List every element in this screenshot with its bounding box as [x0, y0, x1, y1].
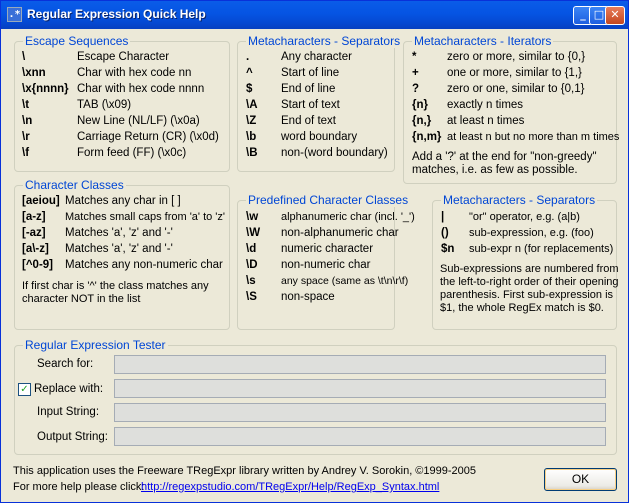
predef-code: \s: [246, 275, 256, 287]
class-code: [a\-z]: [22, 243, 49, 255]
close-button[interactable]: ✕: [605, 6, 625, 25]
class-code: [-az]: [22, 227, 46, 239]
meta-desc: word boundary: [281, 131, 358, 143]
metachar-separators2-title: Metacharacters - Separators: [443, 193, 596, 207]
iterator-code: {n}: [412, 99, 428, 111]
class-desc: Matches any non-numeric char: [65, 259, 223, 271]
output-string-field[interactable]: [114, 427, 606, 446]
escape-code: \: [22, 51, 26, 63]
meta-code: $: [246, 83, 253, 95]
title-bar[interactable]: [1, 1, 628, 29]
meta-code: \b: [246, 131, 257, 143]
class-desc: Matches 'a', 'z' and '-': [65, 227, 173, 239]
credit-text: This application uses the Freeware TRegExpr library written by Andrey V. Sorokin, ©1999-2005: [13, 465, 477, 477]
sep2-desc: sub-expr n (for replacements): [469, 243, 614, 255]
escape-desc: Carriage Return (CR) (\x0d): [77, 131, 219, 143]
iterator-desc: zero or one, similar to {0,1}: [447, 83, 585, 95]
escape-desc: New Line (NL/LF) (\x0a): [77, 115, 200, 127]
predef-code: \S: [246, 291, 257, 303]
iterator-code: {n,m}: [412, 131, 442, 143]
meta-code: \B: [246, 147, 258, 159]
escape-desc: Escape Character: [77, 51, 170, 63]
class-desc: Matches any char in [ ]: [65, 195, 181, 207]
iterator-code: *: [412, 51, 417, 63]
predefined-classes-title: Predefined Character Classes: [248, 193, 409, 207]
iterator-desc: zero or more, similar to {0,}: [447, 51, 586, 63]
escape-desc: Form feed (FF) (\x0c): [77, 147, 187, 159]
class-desc: Matches 'a', 'z' and '-': [65, 243, 173, 255]
meta-code: \A: [246, 99, 258, 111]
meta-code: .: [246, 51, 250, 63]
predef-desc: non-alphanumeric char: [281, 227, 399, 239]
iterator-desc: exactly n times: [447, 99, 524, 111]
replace-input[interactable]: [114, 379, 606, 398]
meta-desc: Start of text: [281, 99, 340, 111]
classes-note-line1: If first char is '^' the class matches any: [22, 280, 209, 292]
metachar-separators-group: [237, 34, 401, 172]
sep2-note-line1: Sub-expressions are numbered from: [440, 263, 619, 275]
iterator-code: {n,}: [412, 115, 432, 127]
output-string-label: Output String:: [37, 431, 108, 443]
iterator-note-line1: Add a '?' at the end for "non-greedy": [412, 151, 597, 163]
class-desc: Matches small caps from 'a' to 'z': [65, 211, 226, 223]
escape-desc: TAB (\x09): [77, 99, 132, 111]
escape-sequences-title: Escape Sequences: [25, 34, 129, 48]
character-classes-title: Character Classes: [25, 178, 124, 192]
input-string-label: Input String:: [37, 406, 100, 418]
sep2-note-line4: $1, the whole RegEx match is $0.: [440, 302, 604, 314]
predef-desc: numeric character: [281, 243, 374, 255]
meta-desc: End of text: [281, 115, 336, 127]
character-classes-group: [14, 178, 230, 330]
iterator-note-line2: matches, i.e. as few as possible.: [412, 164, 578, 176]
iterator-desc: at least n but no more than m times: [447, 131, 620, 143]
escape-desc: Char with hex code nnnn: [77, 83, 205, 95]
meta-desc: Start of line: [281, 67, 340, 79]
search-input[interactable]: [114, 355, 606, 374]
predef-desc: alphanumeric char (incl. '_'): [281, 211, 415, 223]
meta-code: \Z: [246, 115, 257, 127]
regex-tester-title: Regular Expression Tester: [25, 338, 166, 352]
sep2-desc: sub-expression, e.g. (foo): [469, 227, 594, 239]
input-string-field[interactable]: [114, 403, 606, 422]
window-title: Regular Expression Quick Help: [27, 7, 206, 21]
predef-code: \w: [246, 211, 259, 223]
escape-code: \t: [22, 99, 30, 111]
predef-code: \W: [246, 227, 261, 239]
escape-code: \r: [22, 131, 30, 143]
escape-code: \n: [22, 115, 33, 127]
class-code: [aeiou]: [22, 195, 60, 207]
escape-code: \f: [22, 147, 30, 159]
sep2-note-line2: the left-to-right order of their opening: [440, 276, 619, 288]
predef-desc: any space (same as \t\n\r\f): [281, 275, 409, 287]
predef-desc: non-numeric char: [281, 259, 371, 271]
sep2-code: $n: [441, 243, 455, 255]
minimize-button[interactable]: _: [573, 6, 593, 25]
maximize-button[interactable]: □: [589, 6, 609, 25]
meta-code: ^: [246, 67, 253, 79]
iterator-code: +: [412, 67, 419, 79]
ok-button[interactable]: OK: [544, 468, 617, 491]
meta-desc: non-(word boundary): [281, 147, 388, 159]
escape-code: \x{nnnn}: [22, 83, 69, 95]
metachar-iterators-title: Metacharacters - Iterators: [414, 34, 552, 48]
help-link[interactable]: http://regexpstudio.com/TRegExpr/Help/RegExp_Syntax.html: [141, 481, 440, 493]
classes-note-line2: character NOT in the list: [22, 293, 141, 305]
escape-sequences-group: [14, 34, 230, 172]
class-code: [a-z]: [22, 211, 46, 223]
meta-desc: End of line: [281, 83, 336, 95]
replace-label[interactable]: Replace with:: [34, 383, 104, 395]
iterator-code: ?: [412, 83, 420, 95]
iterator-desc: one or more, similar to {1,}: [447, 67, 582, 79]
escape-desc: Char with hex code nn: [77, 67, 192, 79]
meta-desc: Any character: [281, 51, 352, 63]
replace-checkbox[interactable]: ✓: [18, 383, 31, 396]
predef-code: \d: [246, 243, 257, 255]
predefined-classes-group: [237, 193, 415, 330]
metachar-separators-title: Metacharacters - Separators: [248, 34, 401, 48]
predef-desc: non-space: [281, 291, 335, 303]
sep2-note-line3: parenthesis. First sub-expression is: [440, 289, 614, 301]
predef-code: \D: [246, 259, 258, 271]
class-code: [^0-9]: [22, 259, 53, 271]
help-prefix: For more help please click:: [13, 481, 145, 493]
sep2-desc: "or" operator, e.g. (a|b): [469, 211, 580, 223]
iterator-desc: at least n times: [447, 115, 525, 127]
app-icon: .*: [8, 9, 21, 20]
sep2-code: (): [441, 227, 449, 239]
metachar-separators2-group: [432, 193, 619, 330]
search-label: Search for:: [37, 358, 94, 370]
sep2-code: |: [441, 211, 445, 223]
escape-code: \xnn: [22, 67, 46, 79]
metachar-iterators-group: [403, 34, 620, 184]
